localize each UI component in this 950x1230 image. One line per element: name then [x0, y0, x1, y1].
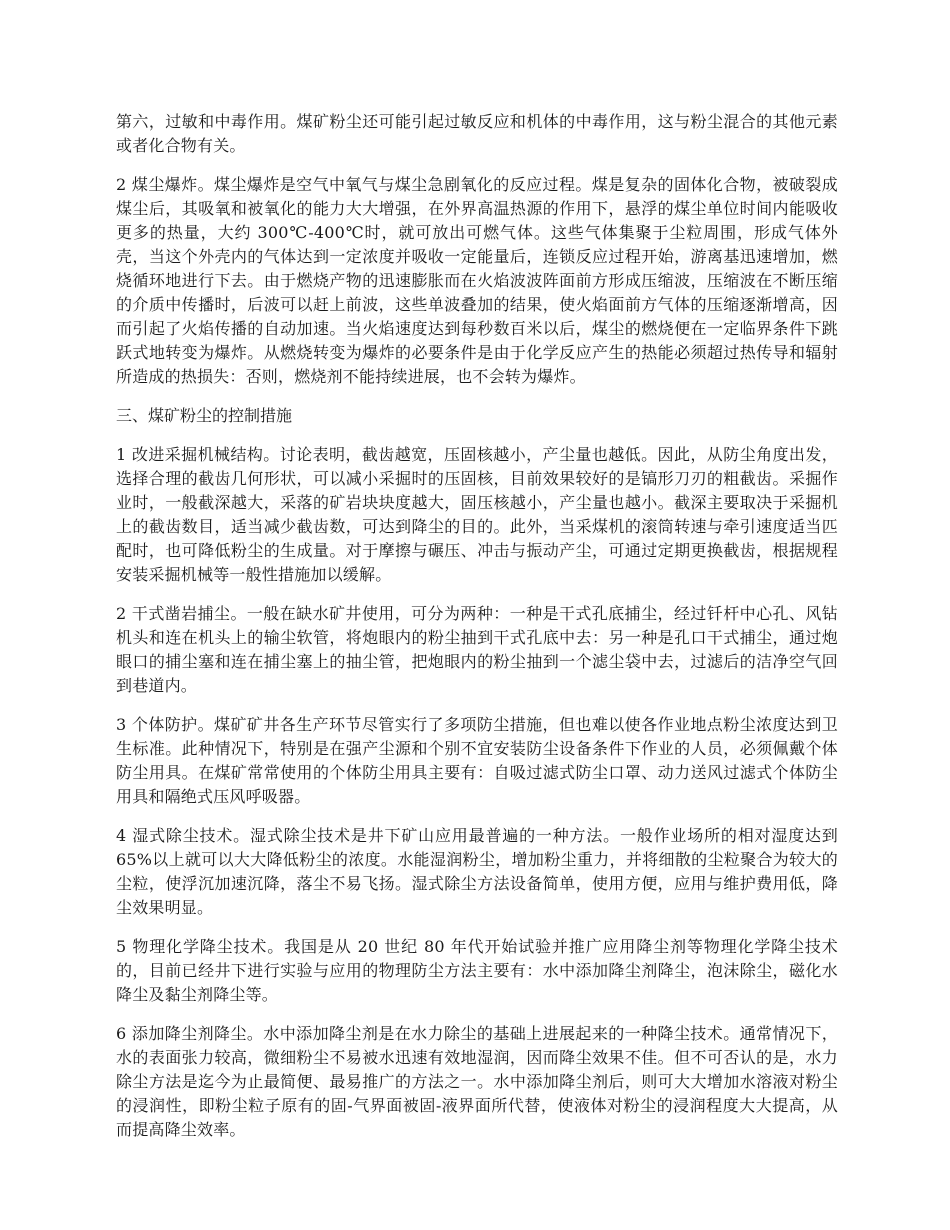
paragraph-allergy-toxicity: 第六，过敏和中毒作用。煤矿粉尘还可能引起过敏反应和机体的中毒作用，这与粉尘混合的其他元素或者化合物有关。 [116, 112, 838, 155]
document-body [116, 110, 838, 1157]
paragraph-dry-drilling-dust-capture: 2 干式凿岩捕尘。一般在缺水矿井使用，可分为两种：一种是干式孔底捕尘，经过钎杆中心孔、风钻机头和连在机头上的输尘软管，将炮眼内的粉尘抽到干式孔底中去：另一种是孔口干式捕尘，通过炮眼口的捕尘塞和连在捕尘塞上的抽尘管，把炮眼内的粉尘抽到一个滤尘袋中去，过滤后的洁净空气回到巷道内。 [116, 604, 838, 695]
section-heading-dust-control: 三、煤矿粉尘的控制措施 [116, 406, 293, 425]
paragraph-physicochemical-dust-reduction: 5 物理化学降尘技术。我国是从 20 世纪 80 年代开始试验并推广应用降尘剂等物理化学降尘技术的，目前已经井下进行实验与应用的物理防尘方法主要有：水中添加降尘剂降尘，泡沫除尘，磁化水降尘及黏尘剂降尘等。 [116, 937, 838, 1004]
paragraph-dust-suppressant: 6 添加降尘剂降尘。水中添加降尘剂是在水力除尘的基础上进展起来的一种降尘技术。通常情况下，水的表面张力较高，微细粉尘不易被水迅速有效地湿润，因而降尘效果不佳。但不可否认的是，水力除尘方法是迄今为止最简便、最易推广的方法之一。水中添加降尘剂后，则可大大增加水溶液对粉尘的浸润性，即粉尘粒子原有的固-气界面被固-液界面所代替，使液体对粉尘的浸润程度大大提高，从而提高降尘效率。 [116, 1024, 838, 1139]
paragraph-wet-dust-removal: 4 湿式除尘技术。湿式除尘技术是井下矿山应用最普遍的一种方法。一般作业场所的相对湿度达到 65%以上就可以大大降低粉尘的浓度。水能湿润粉尘，增加粉尘重力，并将细散的尘粒聚合为较大的尘粒，使浮沉加速沉降，落尘不易飞扬。湿式除尘方法设备简单，使用方便，应用与维护费用低，降尘效果明显。 [116, 826, 838, 917]
paragraph-personal-protection: 3 个体防护。煤矿矿井各生产环节尽管实行了多项防尘措施，但也难以使各作业地点粉尘浓度达到卫生标准。此种情况下，特别是在强产尘源和个别不宜安装防尘设备条件下作业的人员，必须佩戴个体防尘用具。在煤矿常常使用的个体防尘用具主要有：自吸过滤式防尘口罩、动力送风过滤式个体防尘用具和隔绝式压风呼吸器。 [116, 715, 838, 806]
paragraph-coal-dust-explosion: 2 煤尘爆炸。煤尘爆炸是空气中氧气与煤尘急剧氧化的反应过程。煤是复杂的固体化合物，被破裂成煤尘后，其吸氧和被氧化的能力大大增强，在外界高温热源的作用下，悬浮的煤尘单位时间内能吸收更多的热量，大约 300℃-400℃时，就可放出可燃气体。这些气体集聚于尘粒周围，形成气体外壳，当这个外壳内的气体达到一定浓度并吸收一定能量后，连锁反应过程开始，游离基迅速增加，燃烧循环地进行下去。由于燃烧产物的迅速膨胀而在火焰波波阵面前方形成压缩波，压缩波在不断压缩的介质中传播时，后波可以赶上前波，这些单波叠加的结果，使火焰面前方气体的压缩逐渐增高，因而引起了火焰传播的自动加速。当火焰速度达到每秒数百米以后，煤尘的燃烧便在一定临界条件下跳跃式地转变为爆炸。从燃烧转变为爆炸的必要条件是由于化学反应产生的热能必须超过热传导和辐射所造成的热损失：否则，燃烧剂不能持续进展，也不会转为爆炸。 [116, 175, 838, 386]
paragraph-mining-machine-structure: 1 改进采掘机械结构。讨论表明，截齿越宽，压固核越小，产尘量也越低。因此，从防尘角度出发，选择合理的截齿几何形状，可以减小采掘时的压固核，目前效果较好的是镐形刀刃的粗截齿。采掘作业时，一般截深越大，采落的矿岩块块度越大，固压核越小，产尘量也越小。截深主要取决于采掘机上的截齿数目，适当减少截齿数，可达到降尘的目的。此外，当采煤机的滚筒转速与牵引速度适当匹配时，也可降低粉尘的生成量。对于摩擦与碾压、冲击与振动产尘，可通过定期更换截齿，根据规程安装采掘机械等一般性措施加以缓解。 [116, 445, 838, 584]
